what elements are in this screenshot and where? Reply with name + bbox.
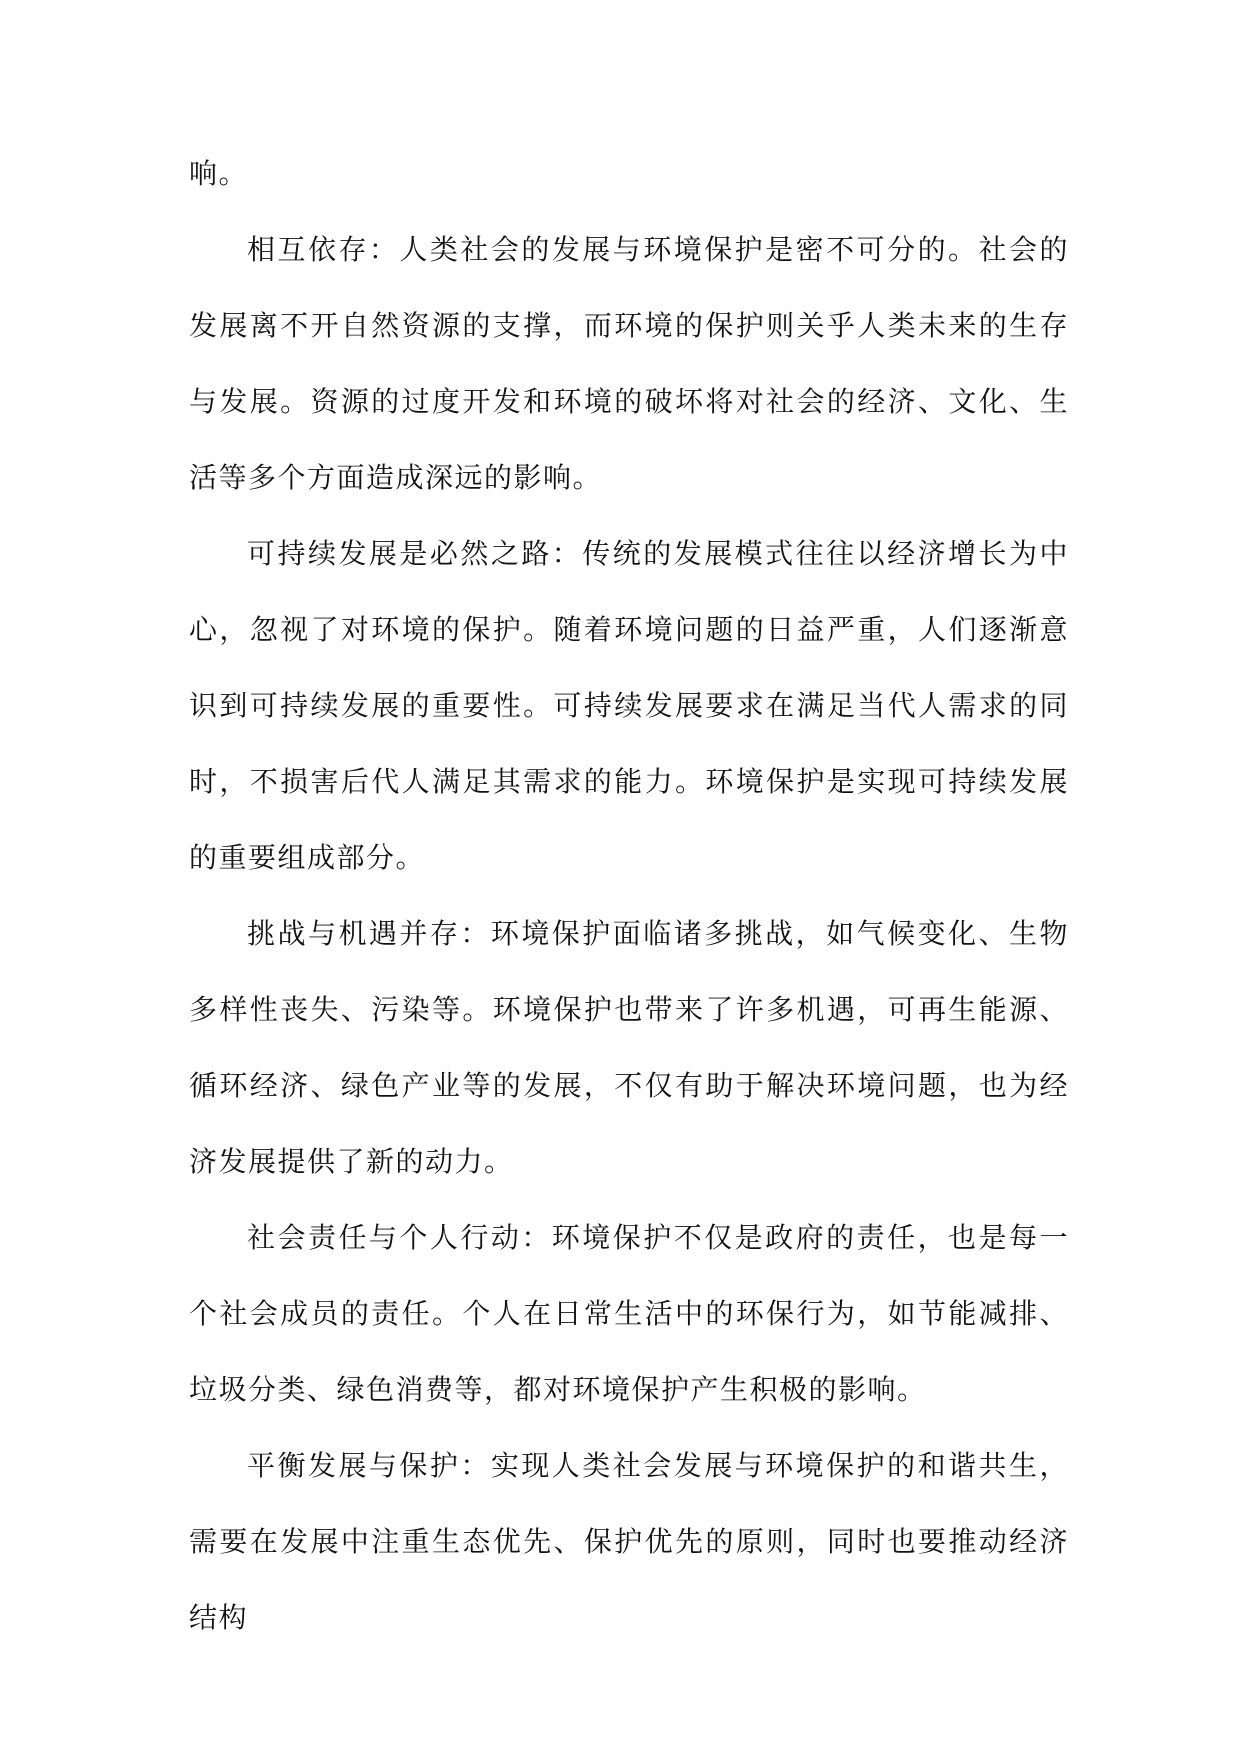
paragraph-interdependence: 相互依存：人类社会的发展与环境保护是密不可分的。社会的发展离不开自然资源的支撑，而环境的保护则关乎人类未来的生存与发展。资源的过度开发和环境的破坏将对社会的经济、文化、生活等多个方面造成深远的影响。 [189, 233, 1069, 494]
paragraph-social-responsibility: 社会责任与个人行动：环境保护不仅是政府的责任，也是每一个社会成员的责任。个人在日常生活中的环保行为，如节能减排、垃圾分类、绿色消费等，都对环境保护产生积极的影响。 [189, 1221, 1069, 1406]
document-body [189, 136, 1069, 1656]
paragraph-challenges-opportunities: 挑战与机遇并存：环境保护面临诸多挑战，如气候变化、生物多样性丧失、污染等。环境保护也带来了许多机遇，可再生能源、循环经济、绿色产业等的发展，不仅有助于解决环境问题，也为经济发展提供了新的动力。 [189, 917, 1069, 1178]
paragraph-sustainable-development: 可持续发展是必然之路：传统的发展模式往往以经济增长为中心，忽视了对环境的保护。随着环境问题的日益严重，人们逐渐意识到可持续发展的重要性。可持续发展要求在满足当代人需求的同时，不损害后代人满足其需求的能力。环境保护是实现可持续发展的重要组成部分。 [189, 537, 1069, 874]
paragraph-balanced-development: 平衡发展与保护：实现人类社会发展与环境保护的和谐共生，需要在发展中注重生态优先、保护优先的原则，同时也要推动经济结构 [189, 1449, 1069, 1634]
continuation-paragraph: 响。 [189, 157, 249, 190]
